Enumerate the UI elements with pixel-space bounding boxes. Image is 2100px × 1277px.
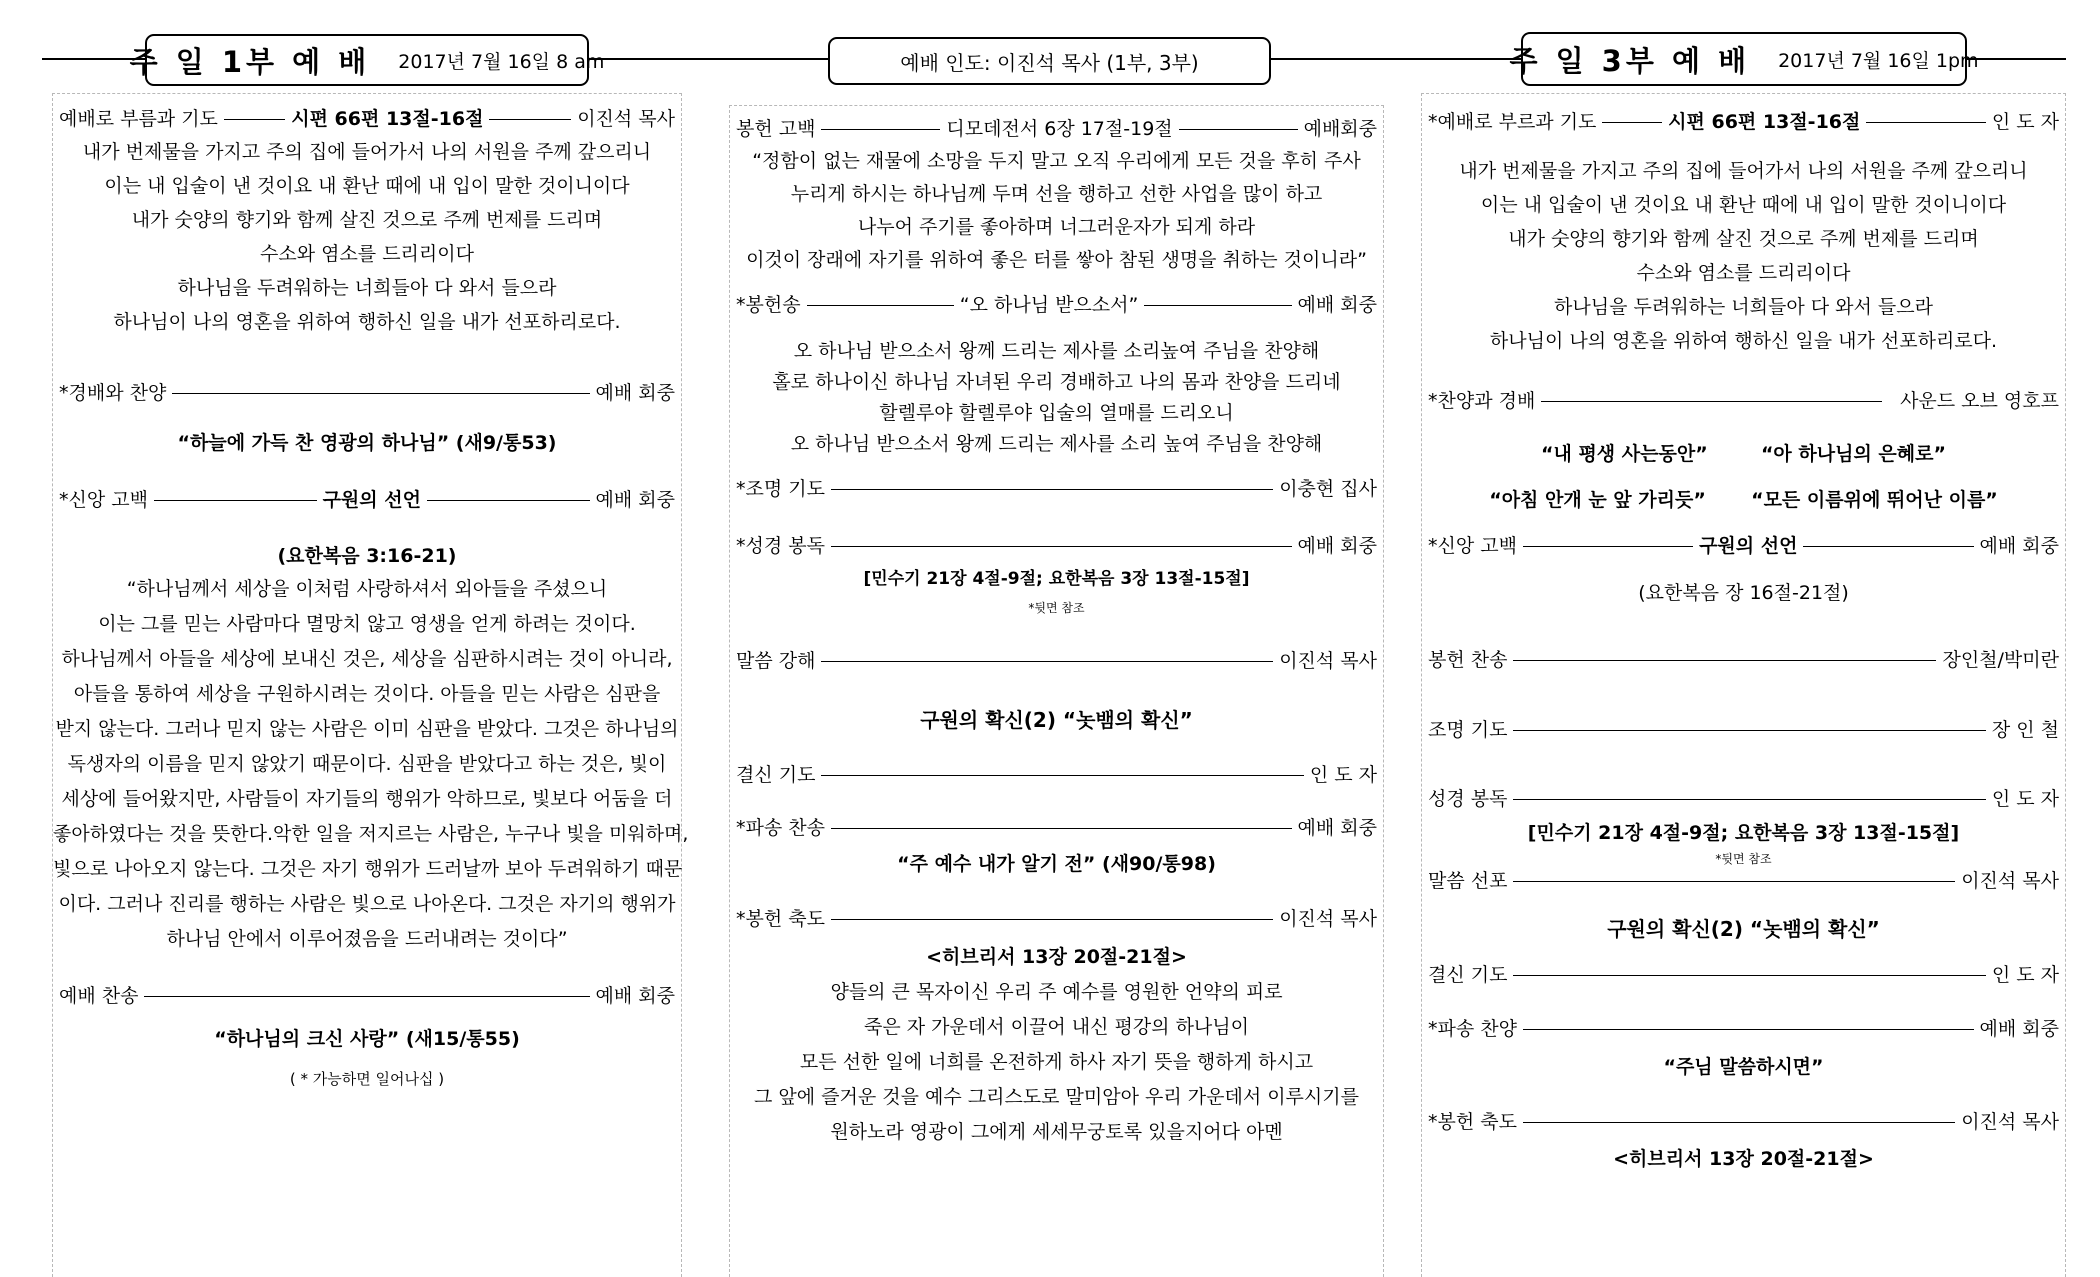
sending-label: *파송 찬송 — [736, 817, 825, 839]
divider — [489, 119, 571, 120]
creed-label: *신앙 고백 — [59, 489, 148, 511]
offering-row — [730, 116, 1383, 142]
creed-line: 세상에 들어왔지만, 사람들이 자기들의 행위가 악하므로, 빛보다 어둠을 더 — [61, 788, 673, 810]
reading-by: 예배 회중 — [1297, 535, 1377, 557]
divider — [1513, 799, 1985, 800]
sermon-by: 이진석 목사 — [1961, 870, 2059, 892]
song-title: “오 하나님 받으소서” — [959, 294, 1139, 316]
prayer-label: 조명 기도 — [1428, 719, 1508, 741]
creed-by: 예배 회중 — [595, 489, 676, 511]
creed-by: 예배 회중 — [1979, 535, 2060, 557]
divider — [1523, 546, 1693, 547]
service-1-title: 주 일 1부 예 배 — [129, 44, 371, 79]
sermon-title: 구원의 확신(2) “놋뱀의 확신” — [920, 708, 1193, 732]
divider — [154, 500, 317, 501]
bless-line: 그 앞에 즐거운 것을 예수 그리스도로 말미암아 우리 가운데서 이루시기를 — [754, 1086, 1359, 1108]
creed-line: 하나님 안에서 이루어졌음을 드러내려는 것이다” — [166, 928, 568, 950]
psalm-line: 내가 번제물을 가지고 주의 집에 들어가서 나의 서원을 주께 갚으리니 — [82, 141, 652, 163]
song-line: 할렐루야 할렐루야 입술의 열매를 드리오니 — [879, 402, 1234, 424]
service-1-date: 2017년 7월 16일 8 am — [398, 50, 605, 73]
praise-song: “모든 이름위에 뛰어난 이름” — [1751, 489, 1998, 511]
header-leader — [828, 37, 1271, 85]
divider — [1513, 881, 1955, 882]
call-label: *예배로 부르과 기도 — [1428, 111, 1597, 133]
divider — [1513, 730, 1985, 731]
header-rule-mid-right — [1270, 58, 1522, 60]
header-service-3 — [1509, 32, 1979, 86]
creed-title: 구원의 선언 — [322, 489, 421, 511]
divider — [427, 500, 590, 501]
psalm-line: 이는 내 입술이 낸 것이요 내 환난 때에 내 입이 말한 것이니이다 — [1480, 194, 2007, 216]
offering-hymn-row — [1422, 647, 2065, 673]
hymn-by: 예배 회중 — [595, 985, 675, 1007]
call-leader: 이진석 목사 — [577, 108, 675, 130]
reading-ref: [민수기 21장 4절-9절; 요한복음 3장 13절-15절] — [863, 569, 1250, 589]
praise-label: *경배와 찬양 — [59, 382, 167, 404]
hymn-label: 예배 찬송 — [59, 985, 139, 1007]
creed-line: 이다. 그러나 진리를 행하는 사람은 빛으로 나아온다. 그것은 자기의 행위가 — [58, 893, 676, 915]
divider — [831, 919, 1273, 920]
psalm-line: 내가 숫양의 향기와 함께 살진 것으로 주께 번제를 드리며 — [131, 209, 603, 231]
reading-row — [730, 533, 1383, 559]
bless-ref: <히브리서 13장 20절-21절> — [926, 946, 1187, 968]
praise-song: “아 하나님의 은혜로” — [1760, 443, 1946, 465]
call-to-worship-row — [1422, 109, 2065, 135]
sending-song: “주님 말씀하시면” — [1663, 1056, 1824, 1078]
divider — [172, 393, 589, 394]
divider — [1866, 122, 1985, 123]
reading-label: 성경 봉독 — [1428, 788, 1508, 810]
song-line: 오 하나님 받으소서 왕께 드리는 제사를 소리 높여 주님을 찬양해 — [790, 433, 1323, 455]
column-service-1 — [52, 93, 689, 1277]
song-by: 예배 회중 — [1297, 294, 1378, 316]
decision-row — [1422, 962, 2065, 988]
divider — [1602, 122, 1662, 123]
offering-label: 봉헌 고백 — [736, 118, 816, 140]
decision-label: 결신 기도 — [736, 764, 816, 786]
service-3-date: 2017년 7월 16일 1pm — [1778, 49, 1979, 72]
silent-by: 이충현 집사 — [1279, 478, 1377, 500]
sermon-by: 이진석 목사 — [1279, 650, 1377, 672]
creed-line: 아들을 통하여 세상을 구원하시려는 것이다. 아들을 믿는 사람은 심판을 — [73, 683, 661, 705]
creed-label: *신앙 고백 — [1428, 535, 1517, 557]
offering-line: 누리게 하시는 하나님께 두며 선을 행하고 선한 사업을 많이 하고 — [790, 183, 1323, 205]
sermon-row — [730, 648, 1383, 674]
creed-row — [1422, 533, 2065, 559]
bless-line: 원하노라 영광이 그에게 세세무궁토록 있을지어다 아멘 — [830, 1121, 1283, 1143]
divider — [1523, 1122, 1955, 1123]
call-psalm: 시편 66편 13절-16절 — [291, 108, 484, 130]
silent-prayer-row — [730, 476, 1383, 502]
footnote: ( * 가능하면 일어나십 ) — [289, 1070, 445, 1088]
creed-ref: (요한복음 3:16-21) — [277, 545, 457, 567]
divider — [821, 661, 1273, 662]
creed-line: 받지 않는다. 그러나 믿지 않는 사람은 이미 심판을 받았다. 그것은 하나님의 — [55, 718, 679, 740]
divider — [1513, 975, 1985, 976]
psalm-line: 내가 번제물을 가지고 주의 집에 들어가서 나의 서원을 주께 갚으리니 — [1459, 160, 2028, 182]
psalm-line: 하나님이 나의 영혼을 위하여 행하신 일을 내가 선포하리로다. — [1489, 330, 1998, 352]
bless-label: *봉헌 축도 — [1428, 1111, 1517, 1133]
header-service-1 — [129, 34, 605, 86]
offering-by: 예배회중 — [1303, 118, 1378, 140]
song-line: 홀로 하나이신 하나님 자녀된 우리 경배하고 나의 몸과 찬양을 드리네 — [772, 371, 1341, 393]
sermon-title: 구원의 확신(2) “놋뱀의 확신” — [1607, 917, 1880, 941]
praise-label: *찬양과 경배 — [1428, 390, 1536, 412]
praise-songs-line-1 — [1422, 441, 2065, 467]
praise-row — [1422, 388, 2065, 414]
bless-by: 이진석 목사 — [1961, 1111, 2059, 1133]
reading-label: *성경 봉독 — [736, 535, 825, 557]
call-label: 예배로 부름과 기도 — [59, 108, 218, 130]
psalm-line: 하나님을 두려워하는 너희들아 다 와서 들으라 — [1554, 296, 1933, 318]
creed-ref: (요한복음 장 16절-21절) — [1638, 582, 1849, 604]
sermon-row — [1422, 868, 2065, 894]
silent-label: *조명 기도 — [736, 478, 825, 500]
sending-row — [1422, 1016, 2065, 1042]
reading-note: *뒷면 참조 — [1715, 852, 1772, 866]
psalm-line: 하나님을 두려워하는 너희들아 다 와서 들으라 — [177, 277, 557, 299]
column-order — [729, 105, 1384, 1277]
offering-line: “정함이 없는 재물에 소망을 두지 말고 오직 우리에게 모든 것을 후히 주사 — [752, 150, 1361, 172]
divider — [224, 119, 285, 120]
divider — [831, 489, 1273, 490]
divider — [144, 996, 589, 997]
creed-row — [53, 487, 681, 513]
decision-label: 결신 기도 — [1428, 964, 1508, 986]
praise-songs-line-2 — [1422, 487, 2065, 513]
praise-song: “내 평생 사는동안” — [1541, 443, 1708, 465]
creed-line: 빛으로 나아오지 않는다. 그것은 자기 행위가 드러날까 보아 두려워하기 때문 — [53, 858, 683, 880]
sending-song: “주 예수 내가 알기 전” (새90/통98) — [897, 853, 1216, 875]
creed-line: “하나님께서 세상을 이처럼 사랑하셔서 외아들을 주셨으니 — [126, 578, 608, 600]
psalm-line: 수소와 염소를 드리리이다 — [260, 243, 474, 265]
song-label: *봉헌송 — [736, 294, 801, 316]
sending-by: 예배 회중 — [1297, 817, 1377, 839]
sending-label: *파송 찬양 — [1428, 1018, 1517, 1040]
service-3-title: 주 일 3부 예 배 — [1509, 43, 1751, 78]
psalm-line: 이는 내 입술이 낸 것이요 내 환난 때에 내 입이 말한 것이니이다 — [104, 175, 630, 197]
bless-by: 이진석 목사 — [1279, 908, 1377, 930]
reading-by: 인 도 자 — [1991, 788, 2059, 810]
reading-note: *뒷면 참조 — [1028, 601, 1085, 615]
praise-row — [53, 380, 681, 406]
hymn-row — [53, 983, 681, 1009]
divider — [831, 828, 1292, 829]
sermon-label: 말씀 선포 — [1428, 870, 1508, 892]
decision-row — [730, 762, 1383, 788]
bless-label: *봉헌 축도 — [736, 908, 825, 930]
call-to-worship-row — [53, 106, 681, 132]
leader-text: 예배 인도: 이진석 목사 (1부, 3부) — [900, 50, 1199, 75]
benediction-row — [1422, 1109, 2065, 1135]
decision-by: 인 도 자 — [1309, 764, 1377, 786]
header-rule-mid-left — [588, 58, 828, 60]
divider — [1541, 401, 1882, 402]
divider — [1144, 305, 1291, 306]
praise-by: 예배 회중 — [595, 382, 675, 404]
divider — [821, 775, 1303, 776]
sending-row — [730, 815, 1383, 841]
offer-by: 장인철/박미란 — [1942, 649, 2059, 671]
sermon-label: 말씀 강해 — [736, 650, 816, 672]
divider — [1523, 1029, 1974, 1030]
offer-label: 봉헌 찬송 — [1428, 649, 1508, 671]
praise-song: “하늘에 가득 찬 영광의 하나님” (새9/통53) — [177, 432, 557, 454]
call-psalm: 시편 66편 13절-16절 — [1668, 111, 1861, 133]
divider — [1513, 660, 1936, 661]
decision-by: 인 도 자 — [1991, 964, 2059, 986]
header-rule-right — [1966, 58, 2066, 60]
prayer-by: 장 인 철 — [1991, 719, 2059, 741]
column-service-3 — [1421, 93, 2066, 1277]
psalm-line: 하나님이 나의 영혼을 위하여 행하신 일을 내가 선포하리로다. — [113, 311, 621, 333]
praise-song: “아침 안개 눈 앞 가리듯” — [1489, 489, 1706, 511]
offering-song-row — [730, 292, 1383, 318]
divider — [821, 129, 940, 130]
benediction-row — [730, 906, 1383, 932]
offering-line: 나누어 주기를 좋아하며 너그러운자가 되게 하라 — [857, 216, 1256, 238]
sending-by: 예배 회중 — [1979, 1018, 2059, 1040]
divider — [1803, 546, 1973, 547]
creed-line: 하나님께서 아들을 세상에 보내신 것은, 세상을 심판하시려는 것이 아니라, — [61, 648, 673, 670]
bless-line: 모든 선한 일에 너희를 온전하게 하사 자기 뜻을 행하게 하시고 — [799, 1051, 1314, 1073]
psalm-line: 수소와 염소를 드리리이다 — [1636, 262, 1851, 284]
creed-line: 독생자의 이름을 믿지 않았기 때문이다. 심판을 받았다고 하는 것은, 빛이 — [67, 753, 667, 775]
hymn-song: “하나님의 크신 사랑” (새15/통55) — [214, 1028, 520, 1050]
song-line: 오 하나님 받으소서 왕께 드리는 제사를 소리높여 주님을 찬양해 — [793, 340, 1320, 362]
bless-line: 죽은 자 가운데서 이끌어 내신 평강의 하나님이 — [864, 1016, 1249, 1038]
bless-ref: <히브리서 13장 20절-21절> — [1613, 1148, 1874, 1170]
divider — [831, 546, 1292, 547]
call-leader: 인 도 자 — [1991, 111, 2059, 133]
offering-line: 이것이 장래에 자기를 위하여 좋은 터를 쌓아 참된 생명을 취하는 것이니라” — [746, 249, 1367, 271]
psalm-line: 내가 숫양의 향기와 함께 살진 것으로 주께 번제를 드리며 — [1508, 228, 1979, 250]
creed-line: 이는 그를 믿는 사람마다 멸망치 않고 영생을 얻게 하려는 것이다. — [98, 613, 636, 635]
reading-ref: [민수기 21장 4절-9절; 요한복음 3장 13절-15절] — [1527, 822, 1960, 844]
prayer-row — [1422, 717, 2065, 743]
divider — [807, 305, 954, 306]
creed-title: 구원의 선언 — [1699, 535, 1798, 557]
reading-row — [1422, 786, 2065, 812]
bless-line: 양들의 큰 목자이신 우리 주 예수를 영원한 언약의 피로 — [830, 981, 1283, 1003]
praise-by: 사운드 오브 영호프 — [1900, 390, 2059, 412]
offering-ref: 디모데전서 6장 17절-19절 — [946, 118, 1173, 140]
divider — [1179, 129, 1298, 130]
creed-line: 좋아하였다는 것을 뜻한다.악한 일을 저지르는 사람은, 누구나 빛을 미워하며, — [53, 823, 689, 845]
